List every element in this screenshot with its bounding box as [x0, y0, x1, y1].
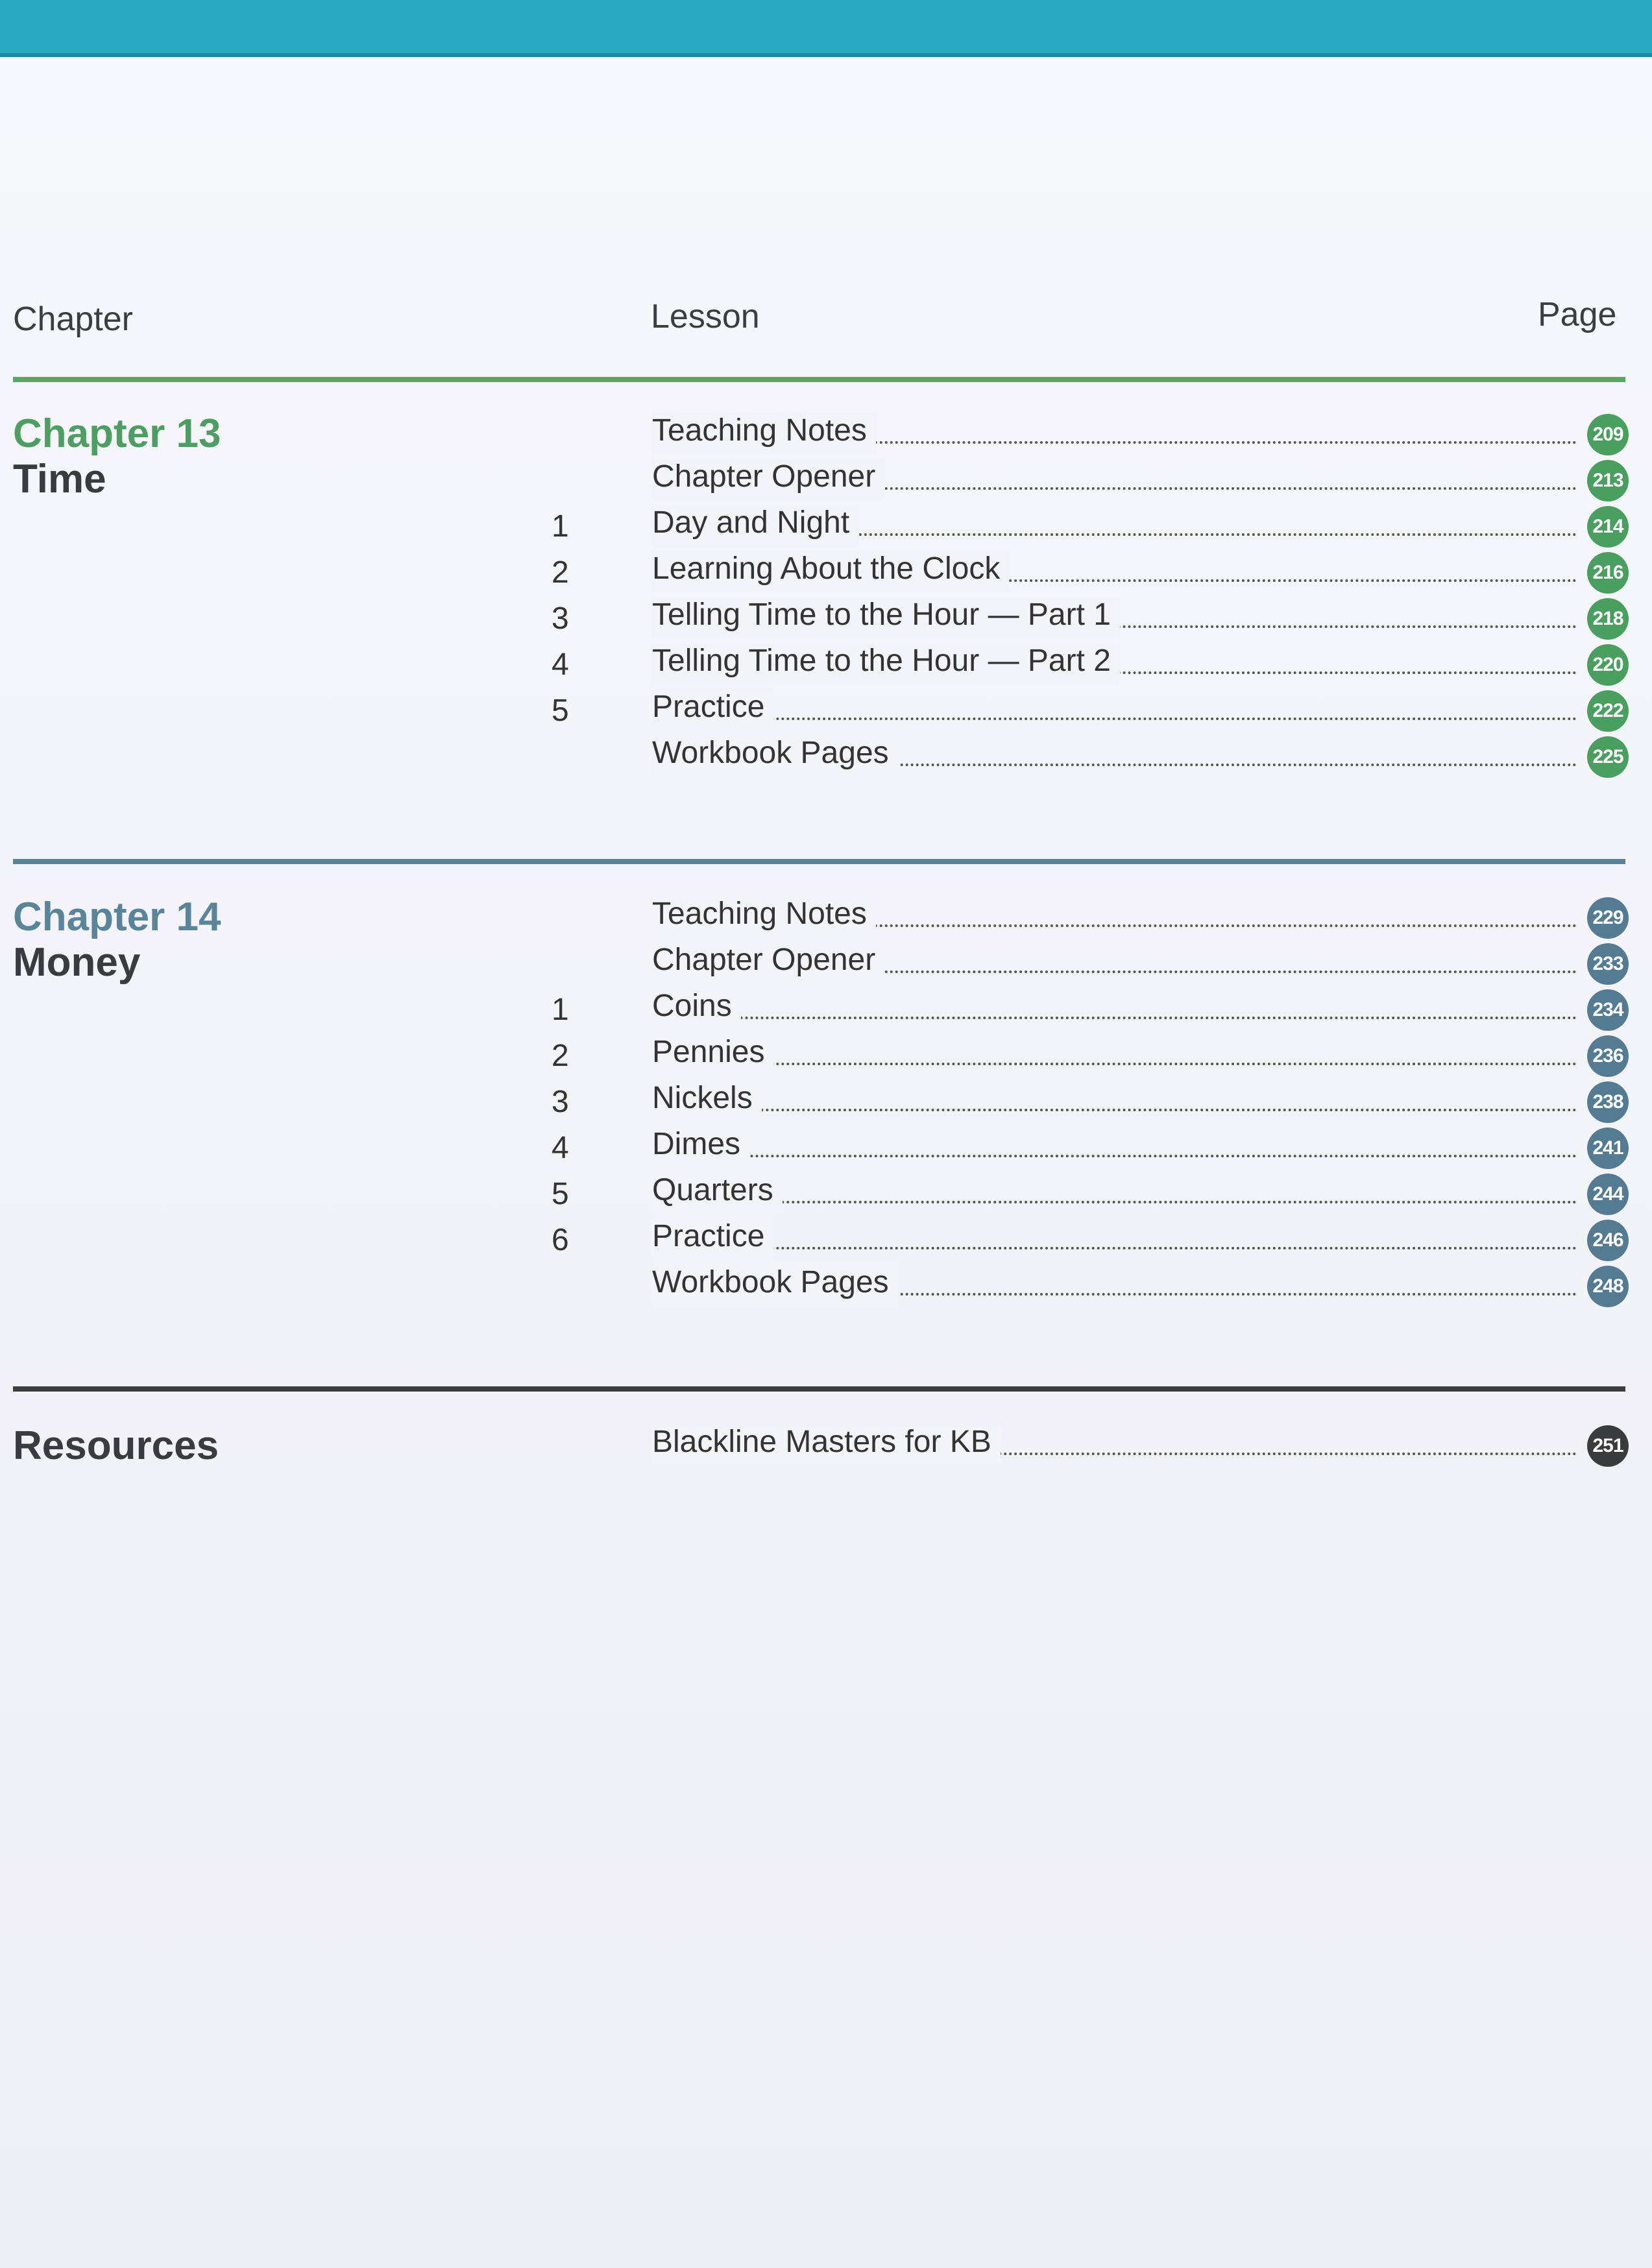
- lesson-title: Workbook Pages: [652, 1265, 889, 1299]
- lesson-title: Telling Time to the Hour — Part 2: [652, 644, 1111, 678]
- lesson-number: 2: [552, 1039, 569, 1073]
- column-header-chapter: Chapter: [13, 300, 133, 338]
- label-background: [652, 942, 884, 983]
- resources-divider: [13, 1386, 1625, 1392]
- label-background: [652, 459, 884, 500]
- page-number-badge: 214: [1587, 506, 1629, 548]
- toc-entry[interactable]: [552, 1172, 1629, 1216]
- chapter-13-number: Chapter 13: [13, 411, 221, 456]
- page-number-badge: 222: [1587, 690, 1629, 732]
- label-background: [652, 505, 858, 546]
- toc-entry[interactable]: [552, 459, 1629, 503]
- resource-title: Blackline Masters for KB: [652, 1425, 991, 1459]
- label-background: [652, 1424, 1001, 1466]
- label-background: [652, 413, 876, 454]
- toc-entry[interactable]: [552, 1264, 1629, 1309]
- page-number-badge: 213: [1587, 460, 1629, 501]
- label-background: [652, 1126, 749, 1168]
- toc-entry[interactable]: [552, 988, 1629, 1032]
- toc-entry[interactable]: [552, 689, 1629, 733]
- label-background: [652, 1264, 898, 1306]
- toc-entry[interactable]: [552, 896, 1629, 940]
- dot-leader: [652, 1201, 1577, 1203]
- lesson-title: Nickels: [652, 1081, 753, 1115]
- dot-leader: [652, 1063, 1577, 1065]
- dot-leader: [652, 718, 1577, 720]
- dot-leader: [652, 1247, 1577, 1249]
- toc-entry[interactable]: [552, 1034, 1629, 1078]
- page-number-badge: 229: [1587, 897, 1629, 939]
- dot-leader: [652, 1109, 1577, 1111]
- dot-leader: [652, 1017, 1577, 1019]
- chapter-13-divider: [13, 377, 1625, 382]
- page-number-badge: 244: [1587, 1174, 1629, 1215]
- lesson-title: Teaching Notes: [652, 413, 867, 448]
- chapter-14-title: Money: [13, 940, 141, 985]
- lesson-number: 1: [552, 993, 569, 1027]
- lesson-title: Chapter Opener: [652, 459, 876, 494]
- chapter-14-divider: [13, 859, 1625, 864]
- toc-entry[interactable]: [552, 1218, 1629, 1262]
- lesson-title: Chapter Opener: [652, 943, 876, 977]
- lesson-title: Pennies: [652, 1035, 765, 1069]
- column-header-lesson: Lesson: [651, 298, 760, 335]
- lesson-title: Coins: [652, 989, 732, 1023]
- label-background: [652, 1034, 773, 1076]
- label-background: [652, 643, 1120, 684]
- lesson-title: Teaching Notes: [652, 897, 867, 931]
- column-header-page: Page: [1538, 296, 1617, 333]
- lesson-title: Workbook Pages: [652, 736, 889, 770]
- page-number-badge: 209: [1587, 414, 1629, 455]
- label-background: [652, 1218, 773, 1260]
- toc-entry[interactable]: [552, 413, 1629, 457]
- page-number-badge: 241: [1587, 1128, 1629, 1169]
- toc-entry[interactable]: [552, 1080, 1629, 1124]
- lesson-number: 3: [552, 1085, 569, 1119]
- lesson-number: 6: [552, 1223, 569, 1257]
- lesson-number: 1: [552, 509, 569, 544]
- page-number-badge: 216: [1587, 552, 1629, 594]
- toc-entry[interactable]: [552, 942, 1629, 986]
- toc-entry[interactable]: [552, 597, 1629, 641]
- page-number-badge: 236: [1587, 1035, 1629, 1077]
- lesson-title: Practice: [652, 690, 765, 724]
- page-number-badge: 234: [1587, 989, 1629, 1031]
- label-background: [652, 597, 1120, 638]
- label-background: [652, 1172, 783, 1214]
- label-background: [652, 896, 876, 937]
- label-background: [652, 735, 898, 777]
- label-background: [652, 689, 773, 730]
- chapter-13-title: Time: [13, 457, 106, 501]
- lesson-title: Practice: [652, 1219, 765, 1253]
- page-number-badge: 238: [1587, 1081, 1629, 1123]
- toc-entry[interactable]: [552, 643, 1629, 687]
- resources-title: Resources: [13, 1423, 219, 1468]
- top-color-band: [0, 0, 1652, 57]
- dot-leader: [652, 1155, 1577, 1157]
- page-number-badge: 251: [1587, 1425, 1629, 1467]
- lesson-title: Learning About the Clock: [652, 551, 1001, 586]
- lesson-number: 4: [552, 1131, 569, 1165]
- page-number-badge: 220: [1587, 644, 1629, 686]
- toc-entry[interactable]: [552, 1126, 1629, 1170]
- chapter-14-number: Chapter 14: [13, 895, 221, 939]
- label-background: [652, 551, 1009, 592]
- page-number-badge: 248: [1587, 1266, 1629, 1307]
- label-background: [652, 988, 741, 1030]
- page-number-badge: 233: [1587, 943, 1629, 985]
- toc-entry[interactable]: [552, 735, 1629, 779]
- toc-entry[interactable]: [552, 1424, 1629, 1468]
- lesson-title: Day and Night: [652, 505, 850, 540]
- lesson-number: 5: [552, 1177, 569, 1211]
- lesson-title: Telling Time to the Hour — Part 1: [652, 597, 1111, 632]
- lesson-title: Dimes: [652, 1127, 741, 1161]
- lesson-number: 4: [552, 647, 569, 682]
- page-number-badge: 225: [1587, 736, 1629, 778]
- page-number-badge: 246: [1587, 1220, 1629, 1261]
- lesson-title: Quarters: [652, 1173, 773, 1207]
- lesson-number: 5: [552, 694, 569, 728]
- page-number-badge: 218: [1587, 598, 1629, 640]
- toc-entry[interactable]: [552, 505, 1629, 549]
- lesson-number: 3: [552, 601, 569, 636]
- label-background: [652, 1080, 762, 1122]
- toc-entry[interactable]: [552, 551, 1629, 595]
- lesson-number: 2: [552, 555, 569, 590]
